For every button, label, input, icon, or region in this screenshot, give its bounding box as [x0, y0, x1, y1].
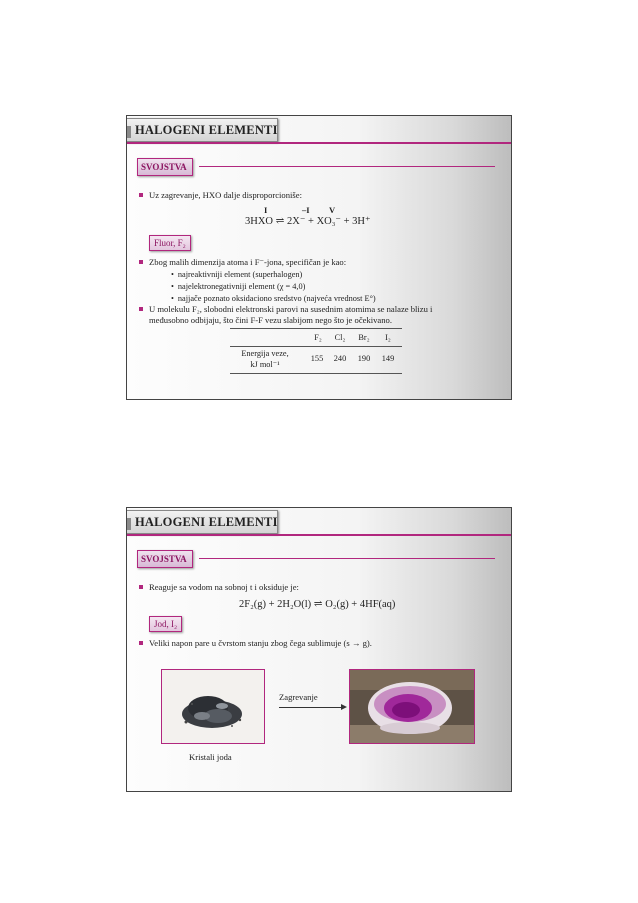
sub-item: • najelektronegativniji element (χ = 4,0)	[171, 282, 306, 291]
heating-arrow	[279, 707, 343, 708]
table-value: 240	[333, 354, 347, 363]
photo-caption: Kristali joda	[189, 752, 232, 762]
bullet-text: Uz zagrevanje, HXO dalje disproporcioniše:	[149, 190, 302, 200]
bullet-text: U molekulu F₂, slobodni elektronski parovi na susednim atomima se nalaze blizu i	[149, 304, 433, 314]
arrow-label: Zagrevanje	[279, 692, 318, 702]
table-value: 155	[310, 354, 324, 363]
bullet-text: Veliki napon pare u čvrstom stanju zbog čega sublimuje (s → g).	[149, 638, 372, 648]
iodine-crystals-photo	[161, 669, 265, 744]
equation: 3HXO ⇌ 2X⁻ + XO₃⁻ + 3H⁺	[245, 216, 371, 227]
bullet-marker	[139, 641, 143, 645]
row-label: Energija veze,	[241, 349, 289, 358]
iodine-vapor-photo	[349, 669, 475, 744]
bullet-marker	[139, 585, 143, 589]
subsection-badge: Jod, I₂	[149, 616, 182, 632]
arrow-head	[341, 704, 347, 710]
subsection-badge: Fluor, F₂	[149, 235, 191, 251]
bullet-text: Reaguje sa vodom na sobnoj t i oksiduje je:	[149, 582, 299, 592]
bullet-fluorine	[139, 257, 346, 268]
section-divider	[199, 558, 495, 559]
ox-state-1: I	[264, 205, 268, 215]
sub-item: • najjače poznato oksidaciono sredstvo (najveća vrednost E°)	[171, 294, 376, 303]
bullet-text: Zbog malih dimenzija atoma i F⁻-jona, specifičan je kao:	[149, 257, 347, 267]
ox-state-3: V	[329, 205, 336, 215]
table-header: F₂	[314, 333, 322, 342]
slide-title: HALOGENI ELEMENTI	[135, 123, 278, 137]
title-bar	[127, 510, 278, 534]
table-header: I₂	[385, 333, 391, 342]
table-header: Cl₂	[334, 333, 346, 342]
slide-2	[126, 507, 512, 792]
iodine-vapor-image	[350, 670, 474, 743]
table-value: 149	[381, 354, 395, 363]
bullet-f2-molecule	[139, 304, 432, 315]
bullet-sublimation	[139, 638, 372, 649]
title-divider	[127, 534, 512, 536]
bullet-disproportionation	[139, 190, 302, 201]
slide-title: HALOGENI ELEMENTI	[135, 515, 278, 529]
row-label-unit: kJ mol⁻¹	[250, 360, 280, 369]
title-tick	[127, 126, 131, 138]
table-rule-top	[230, 328, 402, 329]
section-badge: SVOJSTVA	[137, 550, 193, 568]
title-divider	[127, 142, 512, 144]
equation: 2F₂(g) + 2H₂O(l) ⇌ O₂(g) + 4HF(aq)	[239, 599, 396, 610]
section-badge: SVOJSTVA	[137, 158, 193, 176]
title-tick	[127, 518, 131, 530]
table-value: 190	[357, 354, 371, 363]
title-bar	[127, 118, 278, 142]
table-rule-mid	[230, 346, 402, 347]
slide-1	[126, 115, 512, 400]
ox-state-2: –I	[302, 205, 310, 215]
bullet-water-reaction	[139, 582, 299, 593]
bullet-marker	[139, 260, 143, 264]
sub-item: • najreaktivniji element (superhalogen)	[171, 270, 303, 279]
bullet-marker	[139, 307, 143, 311]
bullet-f2-molecule-cont: međusobno odbijaju, što čini F-F vezu slabijom nego što je očekivano.	[149, 315, 392, 325]
table-header: Br₂	[358, 333, 370, 342]
iodine-crystals-image	[162, 670, 264, 743]
section-divider	[199, 166, 495, 167]
table-rule-bottom	[230, 373, 402, 374]
bullet-marker	[139, 193, 143, 197]
